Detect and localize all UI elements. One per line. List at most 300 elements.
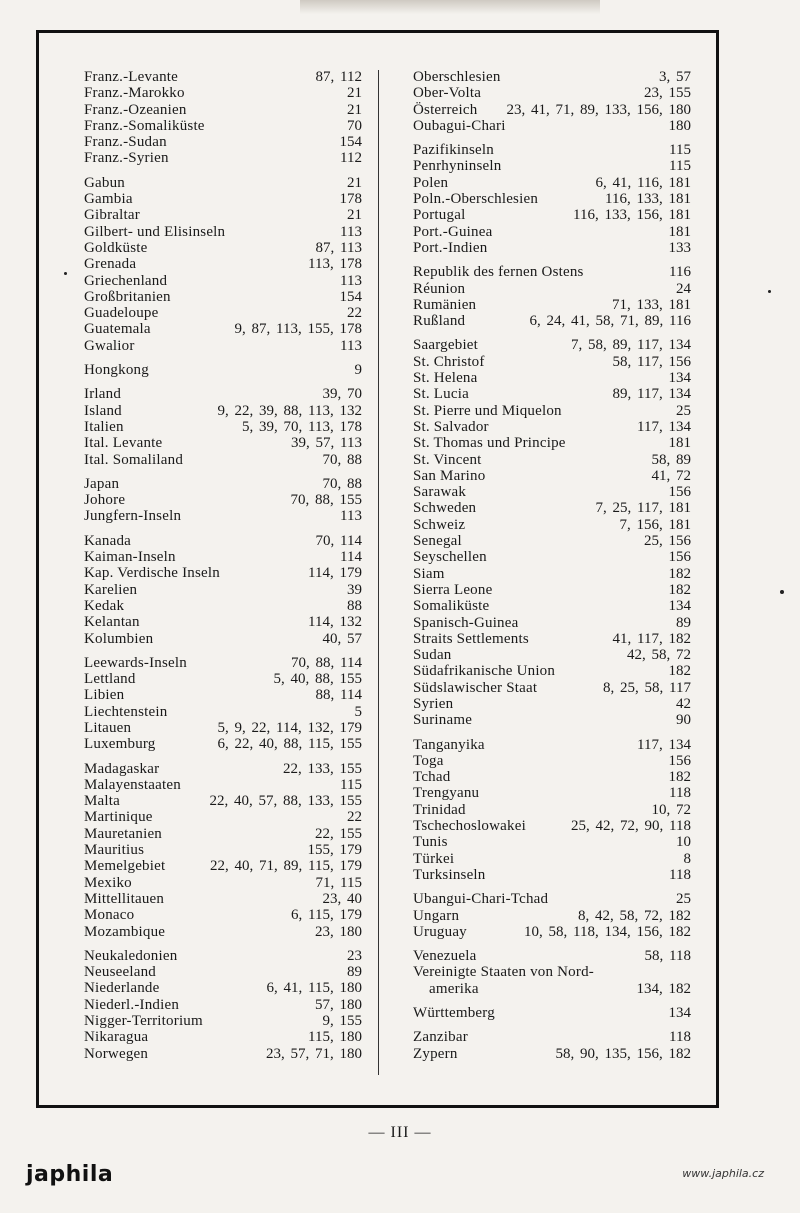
- index-entry: [84, 687, 362, 703]
- page-references: 3, 57: [659, 69, 691, 85]
- country-name: Neukaledonien: [84, 947, 178, 964]
- index-entry: [84, 842, 362, 858]
- page-references: 181: [668, 223, 691, 240]
- page-references: 39: [347, 581, 362, 598]
- page-references: 115, 180: [308, 1029, 362, 1046]
- page-references: 22, 40, 57, 88, 133, 155: [209, 793, 362, 810]
- page-references: 10, 58, 118, 134, 156, 182: [524, 923, 691, 940]
- index-entry: [413, 452, 691, 468]
- country-name: Penrhyninseln: [413, 158, 502, 175]
- index-entry: [413, 337, 691, 353]
- country-name: Sudan: [413, 647, 452, 664]
- page-references: 22, 40, 71, 89, 115, 179: [210, 858, 362, 875]
- page-references: 117, 134: [637, 418, 691, 435]
- page-references: 58, 90, 135, 156, 182: [555, 1045, 691, 1062]
- page-references: 180: [668, 117, 691, 134]
- country-name: Grenada: [84, 256, 137, 273]
- page-references: 155, 179: [307, 842, 362, 859]
- country-name: Sierra Leone: [413, 581, 493, 598]
- country-name: Württemberg: [413, 1005, 495, 1022]
- page-references: 39, 57, 113: [291, 435, 362, 452]
- index-entry: [84, 150, 362, 166]
- index-entry: [84, 924, 362, 940]
- country-name: Franz.-Levante: [84, 69, 179, 85]
- country-name: Franz.-Marokko: [84, 85, 185, 102]
- page-references: 114, 132: [308, 614, 362, 631]
- country-name: Franz.-Syrien: [84, 150, 169, 167]
- page-references: 134: [668, 370, 691, 387]
- index-entry: [84, 980, 362, 996]
- page-references: 9, 22, 39, 88, 113, 132: [217, 402, 362, 419]
- index-entry: [413, 264, 691, 280]
- page-references: 6, 41, 115, 180: [266, 980, 362, 997]
- page-references: 10, 72: [651, 801, 691, 818]
- country-name: Trengyanu: [413, 785, 480, 802]
- page-references: 23, 40: [322, 890, 362, 907]
- country-name: Irland: [84, 386, 122, 403]
- index-entry: [413, 240, 691, 256]
- country-name: Liechtenstein: [84, 703, 168, 720]
- country-name: Martinique: [84, 809, 153, 826]
- index-entry: [84, 875, 362, 891]
- index-entry: [413, 1046, 691, 1062]
- country-name: Kaiman-Inseln: [84, 549, 176, 566]
- country-name: Mauretanien: [84, 825, 162, 842]
- index-entry: [84, 809, 362, 825]
- index-entry: [84, 777, 362, 793]
- page-references: 71, 115: [315, 874, 362, 891]
- page-references: 114: [340, 549, 362, 566]
- page-references: 154: [339, 134, 362, 151]
- index-entry: [84, 704, 362, 720]
- index-entry: [413, 753, 691, 769]
- country-name: Ital. Somaliland: [84, 451, 184, 468]
- index-entry: [84, 362, 362, 378]
- index-entry: [84, 321, 362, 337]
- country-name: Hongkong: [84, 362, 149, 379]
- country-name: Österreich: [413, 101, 478, 118]
- index-letter-group: [84, 175, 362, 354]
- index-entry: [84, 598, 362, 614]
- index-entry: [413, 924, 691, 940]
- country-name: Gabun: [84, 174, 125, 191]
- country-name: Gwalior: [84, 337, 135, 354]
- column-divider: [378, 70, 379, 1075]
- index-entry: [413, 500, 691, 516]
- country-name: Turksinseln: [413, 866, 486, 883]
- page-references: 87, 113: [315, 239, 362, 256]
- index-letter-group: [413, 69, 691, 134]
- country-name: Schweiz: [413, 516, 466, 533]
- index-entry: [84, 631, 362, 647]
- page-references: 89: [347, 964, 362, 981]
- country-name: Kelantan: [84, 614, 140, 631]
- page-references: 23, 57, 71, 180: [266, 1045, 362, 1062]
- index-letter-group: [84, 362, 362, 378]
- country-name: Kap. Verdische Inseln: [84, 565, 220, 582]
- index-entry: [413, 582, 691, 598]
- page-references: 39, 70: [322, 386, 362, 403]
- index-entry: [413, 142, 691, 158]
- page-references: 134, 182: [636, 980, 691, 997]
- index-entry: [413, 102, 691, 118]
- index-entry: [84, 655, 362, 671]
- country-name: Uruguay: [413, 923, 467, 940]
- country-name: Island: [84, 402, 122, 419]
- country-name: Port.-Guinea: [413, 223, 493, 240]
- page-references: 8, 25, 58, 117: [603, 679, 691, 696]
- index-entry: [84, 565, 362, 581]
- index-entry: [413, 158, 691, 174]
- page-references: 116, 133, 156, 181: [573, 207, 691, 224]
- page-references: 9, 87, 113, 155, 178: [234, 321, 362, 338]
- index-entry: [413, 313, 691, 329]
- country-name: Oubagui-Chari: [413, 117, 506, 134]
- index-entry: [413, 281, 691, 297]
- country-name: Südslawischer Staat: [413, 679, 538, 696]
- page-references: 25, 156: [644, 533, 691, 550]
- page-references: 88, 114: [315, 687, 362, 704]
- page-references: 42, 58, 72: [627, 647, 691, 664]
- index-entry: [84, 582, 362, 598]
- index-letter-group: [84, 655, 362, 753]
- page-references: 156: [668, 752, 691, 769]
- page-references: 87, 112: [315, 69, 362, 85]
- page-references: 5, 39, 70, 113, 178: [242, 418, 362, 435]
- country-name: Zypern: [413, 1045, 458, 1062]
- index-entry: [84, 964, 362, 980]
- country-name: Johore: [84, 492, 126, 509]
- page-references: 70, 114: [315, 532, 362, 549]
- index-entry: [413, 175, 691, 191]
- country-name: Kedak: [84, 597, 125, 614]
- index-entry: [84, 891, 362, 907]
- index-entry: [413, 964, 691, 980]
- country-name: Guadeloupe: [84, 305, 159, 322]
- page-references: 70, 88: [322, 451, 362, 468]
- page-references: 25: [676, 402, 691, 419]
- page-references: 70, 88, 114: [291, 654, 362, 671]
- page-references: 70: [347, 117, 362, 134]
- page-references: 113: [340, 337, 362, 354]
- index-entry: [413, 631, 691, 647]
- page-references: 25: [676, 891, 691, 908]
- index-entry: [84, 256, 362, 272]
- page-references: 6, 41, 116, 181: [595, 174, 691, 191]
- index-entry: [413, 981, 691, 997]
- country-name: Portugal: [413, 207, 466, 224]
- country-name: Goldküste: [84, 239, 148, 256]
- country-name: St. Pierre und Miquelon: [413, 402, 562, 419]
- index-entry: [84, 403, 362, 419]
- index-right-column: [413, 69, 691, 1070]
- country-name: Malta: [84, 793, 120, 810]
- index-entry: [413, 680, 691, 696]
- page-references: 40, 57: [322, 630, 362, 647]
- index-entry: [413, 647, 691, 663]
- index-entry: [413, 1005, 691, 1021]
- country-name: Saargebiet: [413, 337, 479, 354]
- page-references: 57, 180: [315, 996, 362, 1013]
- index-entry: [413, 908, 691, 924]
- country-name: Niederlande: [84, 980, 160, 997]
- country-name: Polen: [413, 174, 449, 191]
- index-entry: [413, 419, 691, 435]
- index-entry: [84, 736, 362, 752]
- page-references: 116, 133, 181: [605, 191, 691, 208]
- country-name: Memelgebiet: [84, 858, 166, 875]
- country-name: Ital. Levante: [84, 435, 163, 452]
- country-name: Port.-Indien: [413, 239, 488, 256]
- index-left-column: [84, 69, 362, 1070]
- country-name: Japan: [84, 475, 120, 492]
- page-references: 41, 72: [651, 467, 691, 484]
- page-references: 70, 88: [322, 475, 362, 492]
- page-references: 118: [669, 785, 691, 802]
- index-entry: [84, 69, 362, 85]
- country-name: Pazifikinseln: [413, 142, 494, 159]
- index-entry: [84, 826, 362, 842]
- index-entry: [413, 566, 691, 582]
- index-entry: [413, 435, 691, 451]
- country-name: Siam: [413, 565, 445, 582]
- country-name: St. Helena: [413, 370, 478, 387]
- page-references: 113: [340, 272, 362, 289]
- page-references: 89, 117, 134: [612, 386, 691, 403]
- country-name: Tanganyika: [413, 736, 485, 753]
- country-name: Nigger-Territorium: [84, 1013, 203, 1030]
- page-references: 23: [347, 947, 362, 964]
- index-letter-group: [413, 142, 691, 256]
- country-name: Türkei: [413, 850, 455, 867]
- index-entry: [413, 615, 691, 631]
- page-references: 178: [339, 191, 362, 208]
- index-entry: [84, 1046, 362, 1062]
- index-entry: [413, 891, 691, 907]
- page-references: 7, 58, 89, 117, 134: [571, 337, 691, 354]
- page-references: 58, 117, 156: [612, 353, 691, 370]
- page-references: 23, 180: [315, 923, 362, 940]
- country-name: Gilbert- und Elisinseln: [84, 223, 226, 240]
- page-references: 154: [339, 288, 362, 305]
- country-name: Karelien: [84, 581, 138, 598]
- index-entry: [84, 492, 362, 508]
- country-name: Seyschellen: [413, 549, 487, 566]
- page-references: 114, 179: [308, 565, 362, 582]
- country-name: Franz.-Sudan: [84, 134, 167, 151]
- index-entry: [413, 354, 691, 370]
- country-name: Jungfern-Inseln: [84, 508, 182, 525]
- page-references: 5, 40, 88, 155: [273, 671, 362, 688]
- page-references: 6, 24, 41, 58, 71, 89, 116: [529, 313, 691, 330]
- index-entry: [84, 533, 362, 549]
- index-entry: [413, 386, 691, 402]
- website-url: www.japhila.cz: [682, 1167, 764, 1180]
- scan-speck: [768, 290, 771, 293]
- index-entry: [84, 102, 362, 118]
- index-entry: [84, 508, 362, 524]
- page-references: 5: [354, 703, 362, 720]
- page-references: 113: [340, 508, 362, 525]
- page-references: 10: [676, 834, 691, 851]
- page-number: — III —: [368, 1124, 432, 1141]
- page-references: 134: [668, 1005, 691, 1022]
- country-name: St. Vincent: [413, 451, 482, 468]
- page-references: 23, 41, 71, 89, 133, 156, 180: [506, 101, 691, 118]
- page-references: 6, 115, 179: [291, 907, 362, 924]
- page-references: 7, 156, 181: [619, 516, 691, 533]
- page-references: 58, 118: [644, 948, 691, 965]
- index-letter-group: [84, 69, 362, 167]
- index-letter-group: [84, 761, 362, 940]
- country-name: St. Salvador: [413, 418, 489, 435]
- country-name: amerika: [429, 980, 479, 997]
- page-references: 6, 22, 40, 88, 115, 155: [217, 736, 362, 753]
- index-entry: [84, 671, 362, 687]
- index-entry: [413, 118, 691, 134]
- page-references: 117, 134: [637, 736, 691, 753]
- index-letter-group: [84, 948, 362, 1062]
- page-references: 182: [668, 769, 691, 786]
- index-entry: [84, 948, 362, 964]
- country-name: Spanisch-Guinea: [413, 614, 519, 631]
- page-references: 25, 42, 72, 90, 118: [571, 818, 691, 835]
- index-entry: [84, 207, 362, 223]
- country-name: Niederl.-Indien: [84, 996, 180, 1013]
- page-references: 89: [676, 614, 691, 631]
- page-references: 133: [668, 239, 691, 256]
- page-references: 42: [676, 695, 691, 712]
- index-entry: [413, 468, 691, 484]
- country-name: Syrien: [413, 695, 454, 712]
- country-name: Tchad: [413, 769, 451, 786]
- page-references: 156: [668, 484, 691, 501]
- japhila-logo: japhila: [26, 1162, 114, 1187]
- page-references: 9, 155: [322, 1013, 362, 1030]
- country-name: Toga: [413, 752, 444, 769]
- index-entry: [413, 696, 691, 712]
- page-references: 22: [347, 809, 362, 826]
- country-name: Leewards-Inseln: [84, 654, 187, 671]
- index-letter-group: [413, 264, 691, 329]
- country-name: Senegal: [413, 533, 462, 550]
- index-letter-group: [413, 337, 691, 728]
- country-name: Ungarn: [413, 907, 460, 924]
- page-references: 182: [668, 663, 691, 680]
- page-references: 88: [347, 597, 362, 614]
- index-entry: [413, 769, 691, 785]
- index-entry: [84, 435, 362, 451]
- index-entry: [84, 118, 362, 134]
- index-entry: [84, 720, 362, 736]
- page-references: 112: [340, 150, 362, 167]
- index-letter-group: [413, 948, 691, 997]
- index-entry: [413, 802, 691, 818]
- country-name: Libien: [84, 687, 125, 704]
- index-entry: [84, 273, 362, 289]
- country-name: Schweden: [413, 500, 477, 517]
- index-entry: [84, 761, 362, 777]
- country-name: Rumänien: [413, 296, 477, 313]
- index-entry: [84, 386, 362, 402]
- country-name: Italien: [84, 418, 124, 435]
- index-letter-group: [84, 533, 362, 647]
- scan-shadow: [300, 0, 600, 14]
- page-references: 115: [340, 776, 362, 793]
- index-entry: [84, 997, 362, 1013]
- index-entry: [84, 549, 362, 565]
- index-entry: [84, 338, 362, 354]
- country-name: Guatemala: [84, 321, 151, 338]
- index-entry: [84, 452, 362, 468]
- index-entry: [84, 289, 362, 305]
- index-letter-group: [413, 1029, 691, 1062]
- country-name: Tschechoslowakei: [413, 818, 526, 835]
- country-name: Malayenstaaten: [84, 776, 181, 793]
- index-letter-group: [84, 386, 362, 467]
- country-name: St. Lucia: [413, 386, 469, 403]
- index-entry: [413, 851, 691, 867]
- index-entry: [413, 948, 691, 964]
- index-entry: [413, 785, 691, 801]
- page-references: 181: [668, 435, 691, 452]
- index-entry: [413, 818, 691, 834]
- page-references: 22: [347, 305, 362, 322]
- index-letter-group: [413, 1005, 691, 1021]
- page-references: 182: [668, 565, 691, 582]
- page-references: 115: [669, 158, 691, 175]
- page-references: 22, 155: [315, 825, 362, 842]
- country-name: Vereinigte Staaten von Nord-: [413, 964, 594, 981]
- index-entry: [413, 533, 691, 549]
- page-references: 24: [676, 280, 691, 297]
- page-references: 41, 117, 182: [612, 630, 691, 647]
- country-name: Straits Settlements: [413, 630, 529, 647]
- country-name: Mozambique: [84, 923, 166, 940]
- index-entry: [413, 663, 691, 679]
- country-name: Südafrikanische Union: [413, 663, 556, 680]
- country-name: Mauritius: [84, 842, 145, 859]
- country-name: Franz.-Somaliküste: [84, 117, 205, 134]
- index-entry: [84, 240, 362, 256]
- country-name: Suriname: [413, 712, 473, 729]
- page-references: 118: [669, 1029, 691, 1046]
- page-references: 113: [340, 223, 362, 240]
- page-references: 5, 9, 22, 114, 132, 179: [217, 719, 362, 736]
- index-entry: [84, 305, 362, 321]
- country-name: Rußland: [413, 313, 466, 330]
- country-name: Luxemburg: [84, 736, 156, 753]
- country-name: Venezuela: [413, 948, 477, 965]
- country-name: Ober-Volta: [413, 85, 482, 102]
- country-name: Réunion: [413, 280, 466, 297]
- country-name: Norwegen: [84, 1045, 149, 1062]
- country-name: Poln.-Oberschlesien: [413, 191, 539, 208]
- index-entry: [413, 403, 691, 419]
- country-name: Sarawak: [413, 484, 467, 501]
- page-references: 8, 42, 58, 72, 182: [578, 907, 691, 924]
- country-name: Großbritanien: [84, 288, 171, 305]
- index-entry: [413, 484, 691, 500]
- index-entry: [84, 85, 362, 101]
- index-letter-group: [413, 891, 691, 940]
- index-entry: [413, 191, 691, 207]
- page-references: 90: [676, 712, 691, 729]
- index-entry: [84, 476, 362, 492]
- country-name: Mexiko: [84, 874, 132, 891]
- page-references: 70, 88, 155: [290, 492, 362, 509]
- index-entry: [84, 419, 362, 435]
